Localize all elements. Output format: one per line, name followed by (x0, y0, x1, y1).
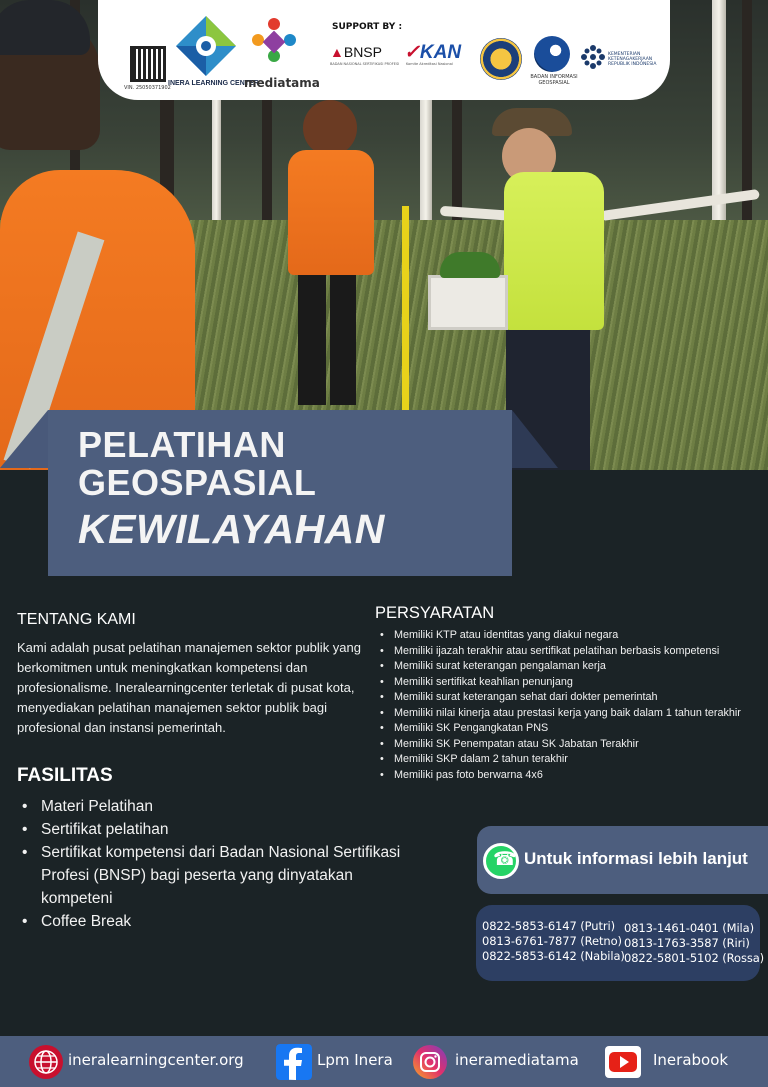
youtube-icon (605, 1044, 641, 1080)
contact-phone[interactable]: 0822-5853-6147 (Putri) (482, 919, 615, 933)
contact-phone[interactable]: 0813-1461-0401 (Mila) (624, 921, 754, 935)
tree-trunk (742, 0, 752, 220)
support-label: SUPPORT BY : (332, 22, 403, 32)
title-subtitle: KEWILAYAHAN (78, 506, 385, 552)
instagram-icon (412, 1044, 448, 1080)
about-text: Kami adalah pusat pelatihan manajemen sektor publik yang berkomitmen untuk meningkatkan kompetensi dan profesionalisme. Ineralearningcenter terletak di pusat kota, menyediakan pelatihan manajemen sektor publik bagi profesional dan instansi pemerintah. (17, 640, 361, 735)
requirements-heading: PERSYARATAN (375, 604, 495, 622)
contact-phone[interactable]: 0822-5801-5102 (Rossa) (624, 951, 765, 965)
title-wing-right (512, 410, 558, 468)
mediatama-logo (248, 16, 300, 68)
contact-phone[interactable]: 0813-1763-3587 (Riri) (624, 936, 750, 950)
seedlings (440, 252, 500, 278)
whatsapp-icon (483, 843, 519, 879)
facebook-icon (276, 1044, 312, 1080)
youtube-link[interactable]: Inerabook (653, 1051, 729, 1069)
worker-vest (288, 150, 374, 275)
contact-phone[interactable]: 0813-6761-7877 (Retno) (482, 934, 622, 948)
kemnaker-logo (580, 44, 606, 70)
kemnaker-caption: KEMENTERIAN KETENAGAKERJAAN REPUBLIK INDONESIA (608, 52, 657, 67)
qr-code (130, 46, 166, 82)
seedling-crate (428, 275, 508, 330)
list-item: • Memiliki SK Pengangkatan PNS (379, 721, 764, 737)
worker-leg (298, 275, 326, 405)
big-logo (534, 36, 570, 72)
more-info-label: Untuk informasi lebih lanjut (524, 849, 748, 868)
facebook-link[interactable]: Lpm Inera (317, 1051, 393, 1069)
bnsp-caption: BADAN NASIONAL SERTIFIKASI PROFESI (330, 62, 400, 66)
title-wing-left (0, 410, 48, 468)
inera-learning-center-logo (174, 14, 238, 78)
list-item: • Memiliki ijazah terakhir atau sertifikat pelatihan berbasis kompetensi (379, 644, 764, 660)
contact-phone[interactable]: 0822-5853-6142 (Nabila) (482, 949, 625, 963)
worker-vest (504, 172, 604, 330)
footer-bar (0, 1036, 768, 1087)
title-banner (48, 410, 512, 576)
page-title (78, 426, 316, 502)
header-logo-bar (98, 0, 670, 100)
title-line-1: PELATIHAN (78, 424, 286, 465)
list-item: • Memiliki pas foto berwarna 4x6 (379, 768, 764, 784)
government-seal-logo (480, 38, 522, 80)
qr-caption: VIN. 25050371902 (124, 85, 171, 91)
kan-logo: ✓KAN (404, 42, 462, 63)
list-item: • Memiliki surat keterangan sehat dari dokter pemerintah (379, 690, 764, 706)
instagram-link[interactable]: ineramediatama (455, 1051, 579, 1069)
inera-caption: INERA LEARNING CENTER (168, 80, 259, 87)
requirements-list (379, 628, 764, 783)
website-link[interactable]: ineralearningcenter.org (68, 1051, 244, 1069)
list-item: • Sertifikat kompetensi dari Badan Nasional Sertifikasi Profesi (BNSP) bagi peserta yang dinyatakan kompeteni (22, 841, 422, 910)
list-item: • Sertifikat pelatihan (22, 818, 442, 841)
mediatama-caption: mediatama (244, 76, 320, 90)
list-item: • Coffee Break (22, 910, 442, 933)
list-item: • Memiliki sertifikat keahlian penunjang (379, 675, 764, 691)
globe-icon (28, 1044, 64, 1080)
worker-leg (330, 275, 356, 405)
contact-list (476, 905, 765, 981)
title-line-2: GEOSPASIAL (78, 462, 317, 503)
bnsp-logo: ▲BNSP (330, 44, 382, 60)
more-info-banner[interactable] (477, 826, 768, 894)
list-item: • Memiliki SKP dalam 2 tahun terakhir (379, 752, 764, 768)
big-caption: BADAN INFORMASI GEOSPASIAL (530, 74, 578, 86)
list-item: • Memiliki nilai kinerja atau prestasi kerja yang baik dalam 1 tahun terakhir (379, 706, 764, 722)
bnsp-text: BNSP (343, 44, 382, 60)
survey-pole (402, 206, 409, 411)
list-item: • Materi Pelatihan (22, 795, 442, 818)
facilities-heading: FASILITAS (17, 765, 113, 786)
facilities-list (22, 795, 442, 933)
list-item: • Memiliki SK Penempatan atau SK Jabatan Terakhir (379, 737, 764, 753)
kan-caption: Komite Akreditasi Nasional (406, 62, 453, 66)
kan-text: KAN (419, 42, 462, 63)
list-item: • Memiliki KTP atau identitas yang diakui negara (379, 628, 764, 644)
worker-head (303, 100, 357, 156)
about-heading: TENTANG KAMI (17, 611, 136, 628)
list-item: • Memiliki surat keterangan pengalaman kerja (379, 659, 764, 675)
